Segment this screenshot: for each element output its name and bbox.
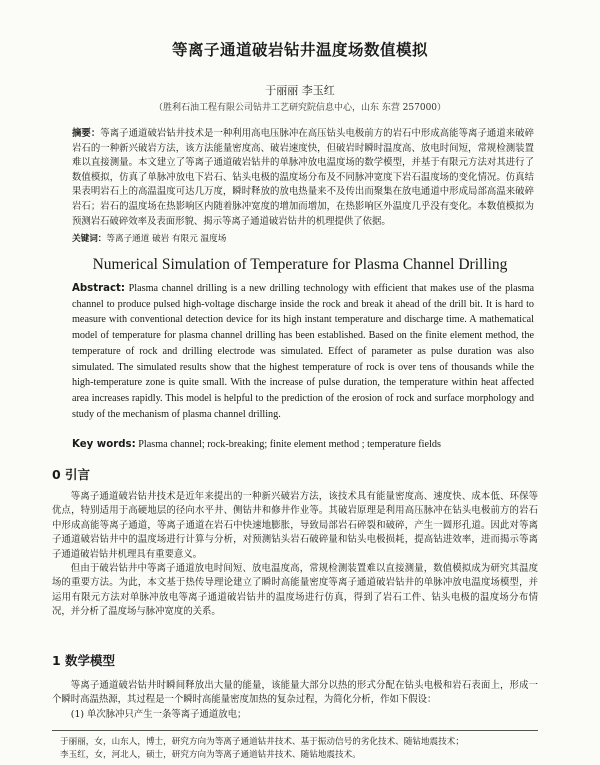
- section-1-heading: 1 数学模型: [52, 653, 116, 668]
- chinese-authors: 于丽丽 李玉红: [265, 84, 335, 97]
- introduction-paragraph-2: 但由于破岩钻井中等离子通道放电时间短、放电温度高，常规检测装置难以直接测量，数值模拟成为研究其温度场的重要方法。为此，本文基于热传导理论建立了瞬时高能量密度等离子通道破岩钻井的单脉冲放电温度场模型，并运用有限元方法对单脉冲放电等离子通道破岩钻井的温度场进行仿真，得到了岩石工件、钻头电极的温度场分布情况，并分析了温度场与脉冲宽度的关系。: [52, 563, 538, 618]
- model-assumption-1: (1) 单次脉冲只产生一条等离子通道放电；: [70, 708, 247, 720]
- chinese-keywords-label: 关键词：: [72, 234, 107, 244]
- english-title: Numerical Simulation of Temperature for Plasma Channel Drilling: [92, 256, 508, 273]
- english-keywords-label: Key words:: [72, 439, 136, 450]
- english-abstract-text: Plasma channel drilling is a new drilling technology with efficient that makes use of the plasma channel to produce pulsed high-voltage discharge inside the rock and break it ahead of the drill bit. It is hard to measure with conventional detection device for its high instant temperature and discharge time. A mathematical model of temperature for plasma channel drilling has been established. Based on the finite element method, the temperature of rock and drilling electrode was simulated. Effect of parameter as pulse duration was also simulated. The simulated results show that the highest temperature of rock is over tens of thousands while the high-temperature zone is quite small. With the increase of pulse duration, the temperature within heat affected area increases rapidly. This model is helpful to the prediction of the erosion of rock and surface morphology and study of the mechanism of plasma channel drilling.: [72, 283, 535, 420]
- chinese-abstract: [72, 127, 534, 229]
- author-footnote: [60, 736, 538, 761]
- introduction-body: [52, 490, 538, 620]
- footnote-line-2: 李玉红，女，河北人，硕士，研究方向为等离子通道钻井技术、随钻地震技术。: [60, 749, 361, 760]
- chinese-abstract-text: 等离子通道破岩钻井技术是一种利用高电压脉冲在高压钻头电极前方的岩石中形成高能等离子通道来破碎岩石的一种新兴破岩方法，该方法能量密度高、破岩速度快，但破岩时瞬时温度高、放电时间短，常规检测装置难以直接测量。本文建立了等离子通道破岩钻井的单脉冲放电温度场的数学模型，并基于有限元方法对其进行了数值模拟，仿真了单脉冲放电下岩石、钻头电极的温度场分布及不同脉冲宽度下岩石温度场的变化情况。仿真结果表明岩石上的高温温度可达几万度，瞬时释放的放电热量来不及传出而聚集在放电通道中形成局部高温来破碎岩石；岩石的温度场在热影响区内随着脉冲宽度的增加而增加，在热影响区外温度几乎没有变化。本数值模拟为预测岩石破碎效率及表面形貌、揭示等离子通道破岩钻井的机理提供了依据。: [72, 128, 534, 227]
- english-keywords: [72, 438, 534, 452]
- chinese-affiliation: （胜利石油工程有限公司钻井工艺研究院信息中心，山东 东营 257000）: [153, 103, 447, 113]
- english-keywords-text: Plasma channel; rock-breaking; finite element method ; temperature fields: [138, 439, 441, 450]
- footnote-line-1: 于丽丽，女，山东人，博士，研究方向为等离子通道钻井技术、基于振动信号的劣化技术、随钻地震技术；: [60, 737, 464, 747]
- chinese-abstract-label: 摘要：: [72, 128, 101, 139]
- chinese-title: 等离子通道破岩钻井温度场数值模拟: [171, 41, 428, 59]
- english-abstract: [72, 281, 534, 422]
- introduction-paragraph-1: 等离子通道破岩钻井技术是近年来提出的一种新兴破岩方法，该技术具有能量密度高、速度快、成本低、环保等优点，特别适用于高硬地层的径向水平井、侧钻井和修井作业等。其破岩原理是利用高压脉冲在钻头电极前方的岩石中形成高能等离子通道，等离子通道在岩石中快速地膨胀，导致局部岩石碎裂和破碎，产生一圆形孔道。因此对等离子通道破岩钻井中的温度场进行计算与分析，对预测钻头岩石破碎量和钻头电极损耗，提高钻进效率，进而揭示等离子通道破岩钻井机理具有重要意义。: [52, 491, 538, 560]
- english-abstract-label: Abstract:: [72, 283, 125, 294]
- footnote-divider: [52, 730, 538, 731]
- model-paragraph-1: 等离子通道破岩钻井时瞬间释放出大量的能量，该能量大部分以热的形式分配在钻头电极和岩石表面上，形成一个瞬时高温热源，其过程是一个瞬时高能量密度加热的复杂过程，为简化分析，作如下假设：: [52, 680, 538, 706]
- chinese-keywords: [72, 233, 534, 245]
- model-body: [52, 679, 538, 722]
- chinese-keywords-text: 等离子通道 破岩 有限元 温度场: [106, 234, 227, 244]
- section-0-heading: 0 引言: [52, 467, 91, 482]
